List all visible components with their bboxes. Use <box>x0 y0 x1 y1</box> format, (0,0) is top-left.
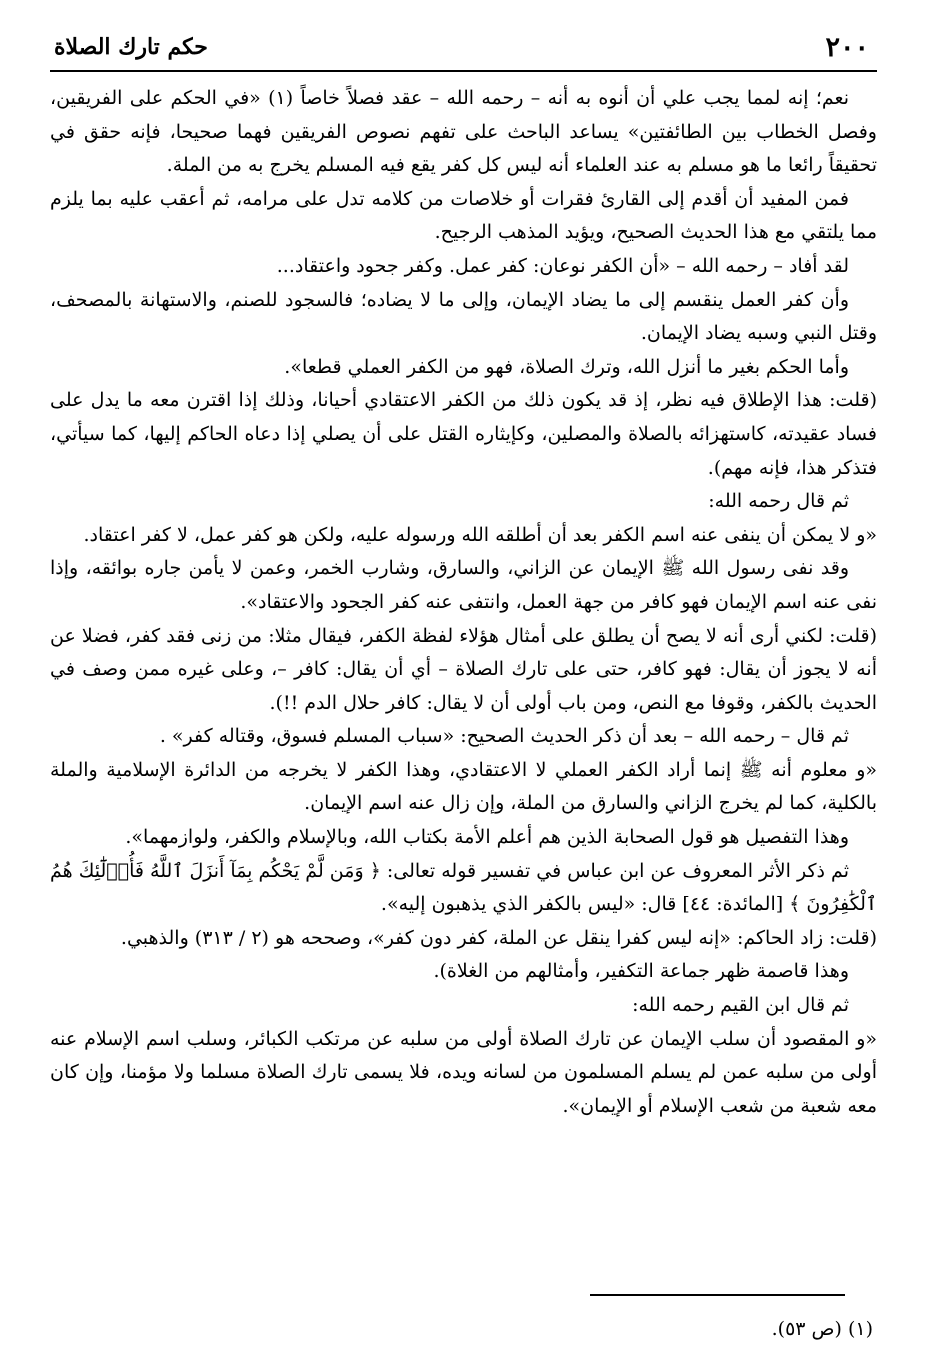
paragraph: نعم؛ إنه لمما يجب علي أن أنوه به أنه – رحمه الله – عقد فصلاً خاصاً (١) «في الحكم على الفريقين، وفصل الخطاب بين الطائفتين» يساعد الباحث على تفهم نصوص الفريقين فهما صحيحا، فإنه حقق في تحقيقاً رائعا ما هو مسلم به عند العلماء أنه ليس كل كفر يقع فيه المسلم يخرج به من الملة. <box>50 87 877 177</box>
paragraph: ثم قال رحمه الله: <box>708 490 849 513</box>
paragraph: «و معلوم أنه ﷺ إنما أراد الكفر العملي لا الاعتقادي، وهذا الكفر لا يخرجه من الدائرة الإسلامية والملة بالكلية، كما لم يخرج الزاني والسارق من الملة، وإن زال عنه اسم الإيمان. <box>50 758 877 815</box>
paragraph: وهذا قاصمة ظهر جماعة التكفير، وأمثالهم من الغلاة). <box>433 960 849 983</box>
page-number: ٢٠٠ <box>825 32 869 63</box>
paragraph: ثم قال – رحمه الله – بعد أن ذكر الحديث الصحيح: «سباب المسلم فسوق، وقتاله كفر» . <box>159 725 849 748</box>
paragraph: وأن كفر العمل ينقسم إلى ما يضاد الإيمان، وإلى ما لا يضاده؛ فالسجود للصنم، والاستهانة بالمصحف، وقتل النبي وسبه يضاد الإيمان. <box>50 288 877 345</box>
page-header <box>50 28 877 68</box>
header-rule <box>50 70 877 72</box>
paragraph: وأما الحكم بغير ما أنزل الله، وترك الصلاة، فهو من الكفر العملي قطعا». <box>284 355 849 378</box>
paragraph: لقد أفاد – رحمه الله – «أن الكفر نوعان: كفر عمل. وكفر جحود واعتقاد... <box>276 254 849 277</box>
paragraph: (قلت: هذا الإطلاق فيه نظر، إذ قد يكون ذلك من الكفر الاعتقادي أحيانا، وذلك إذا اقترن معه ما يدل على فساد عقيدته، كاستهزائه بالصلاة والمصلين، وكإيثاره القتل على أن يصلي إذا دعاه الحاكم إليها، كما سيأتي، فتذكر هذا، فإنه مهم). <box>50 389 877 479</box>
paragraph: (قلت: لكني أرى أنه لا يصح أن يطلق على أمثال هؤلاء لفظة الكفر، فيقال مثلا: من زنى فقد كفر، فضلا عن أنه لا يجوز أن يقال: فهو كافر، حتى على تارك الصلاة – أي أن يقال: كافر –، وعلى غيره ممن وصف في الحديث بالكفر، وقوفا مع النص، ومن باب أولى أن لا يقال: كافر حلال الدم !!). <box>50 624 877 714</box>
paragraph: ثم قال ابن القيم رحمه الله: <box>632 994 849 1017</box>
paragraph: ثم ذكر الأثر المعروف عن ابن عباس في تفسير قوله تعالى: ﴿ وَمَن لَّمْ يَحْكُم بِمَآ أَنزَلَ ٱللَّهُ فَأُو۟لَٰٓئِكَ هُمُ ٱلْكَٰفِرُونَ ﴾ [المائدة: ٤٤] قال: «ليس بالكفر الذي يذهبون إليه». <box>50 859 877 916</box>
paragraph: فمن المفيد أن أقدم إلى القارئ فقرات أو خلاصات من كلامه تدل على مرامه، ثم أعقب عليه بما يلزم مما يلتقي مع هذا الحديث الصحيح، ويؤيد المذهب الرجيح. <box>50 187 877 244</box>
running-title: حكم تارك الصلاة <box>54 34 208 60</box>
paragraph: «و المقصود أن سلب الإيمان عن تارك الصلاة أولى من سلبه عن مرتكب الكبائر، وسلب اسم الإسلام عنه أولى من سلبه عمن لم يسلم المسلمون من لسانه ويده، فلا يسمى تارك الصلاة مسلما ولا مؤمنا، وإن كان معه شعبة من شعب الإسلام أو الإيمان». <box>50 1027 877 1117</box>
paragraph: وقد نفى رسول الله ﷺ الإيمان عن الزاني، والسارق، وشارب الخمر، وعمن لا يأمن جاره بوائقه، وإذا نفى عنه اسم الإيمان فهو كافر من جهة العمل، وانتفى عنه كفر الجحود والاعتقاد». <box>50 557 877 613</box>
paragraph: (قلت: زاد الحاكم: «إنه ليس كفرا ينقل عن الملة، كفر دون كفر»، وصححه هو (٢ / ٣١٣) والذهبي. <box>120 926 877 949</box>
footnote: (١) (ص ٥٣). <box>771 1318 873 1340</box>
paragraph: «و لا يمكن أن ينفى عنه اسم الكفر بعد أن أطلقه الله ورسوله عليه، ولكن هو كفر عمل، لا كفر اعتقاد. <box>83 523 877 546</box>
page-body <box>50 82 877 1123</box>
paragraph: وهذا التفصيل هو قول الصحابة الذين هم أعلم الأمة بكتاب الله، وبالإسلام والكفر، ولوازمهما». <box>125 826 849 849</box>
footnote-rule <box>590 1294 845 1296</box>
